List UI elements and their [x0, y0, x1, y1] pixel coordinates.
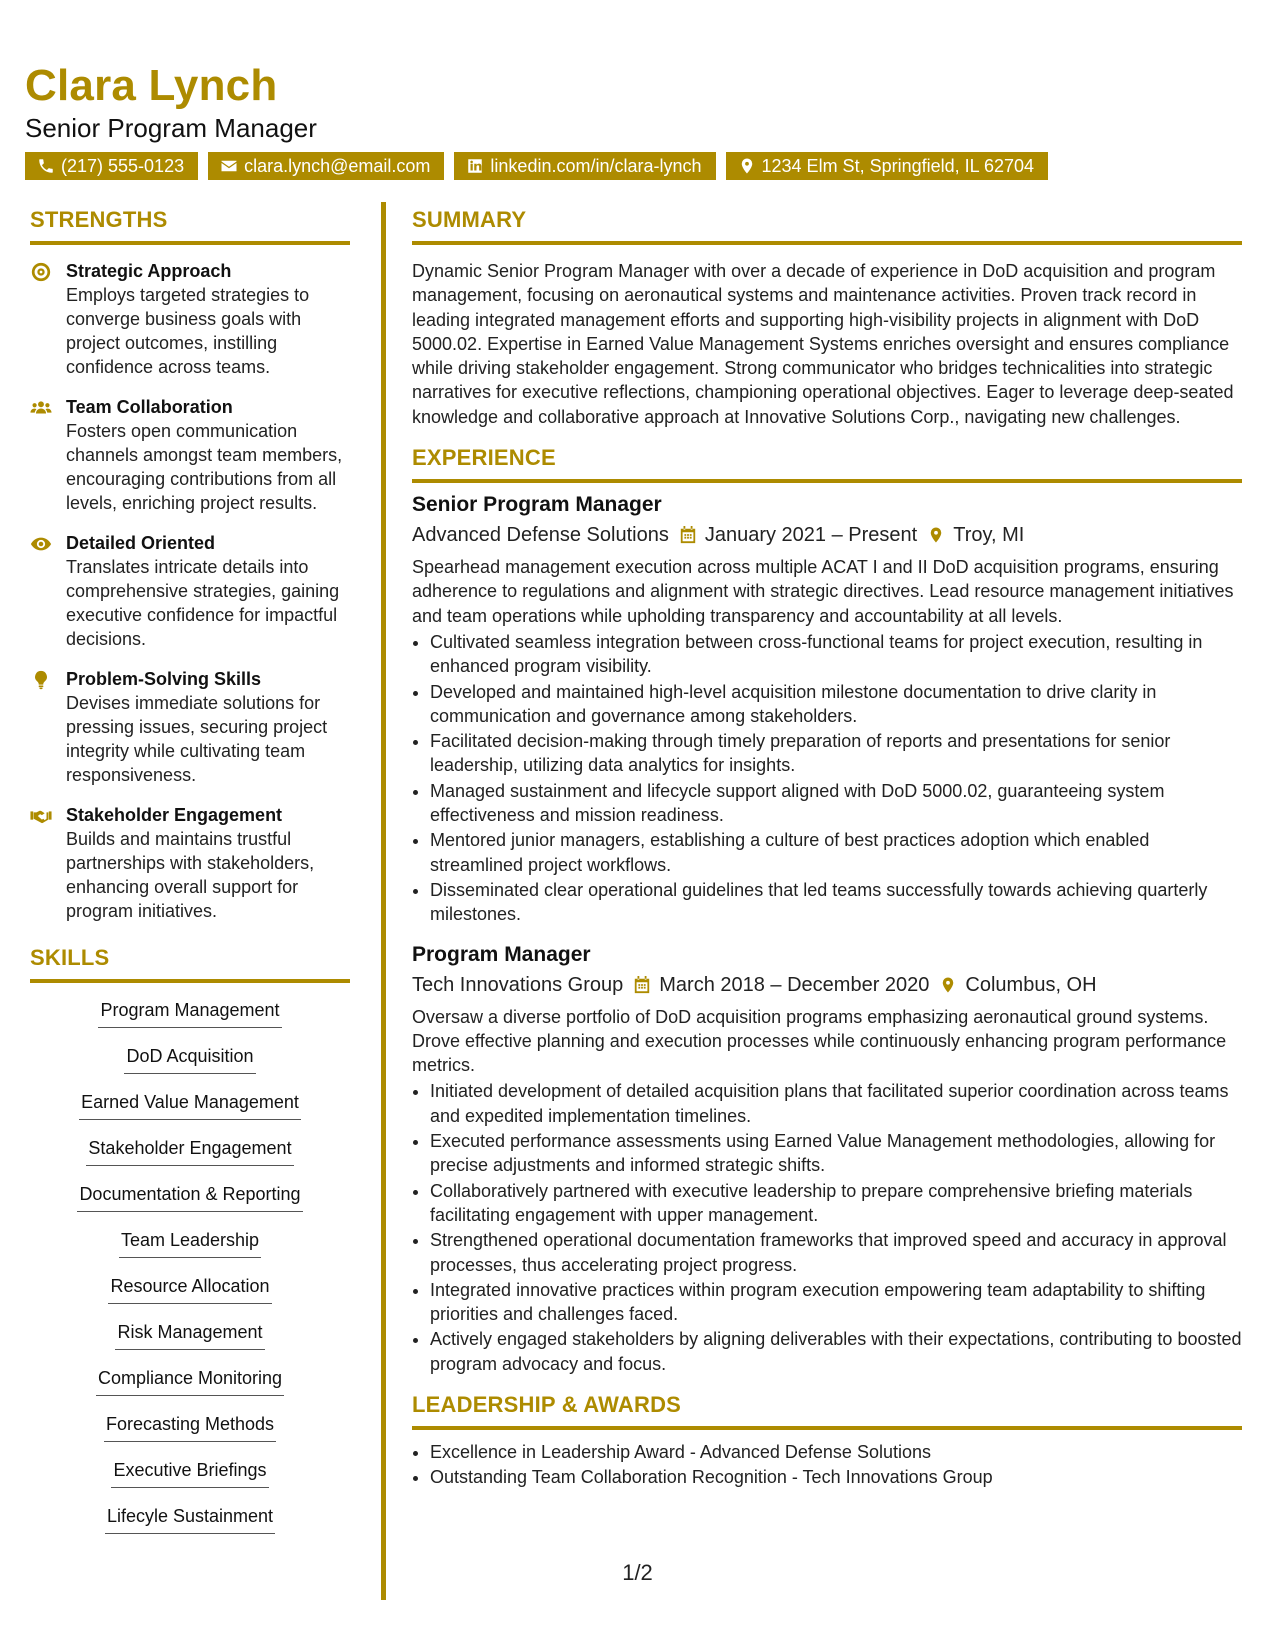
bullet-item: • Actively engaged stakeholders by aligning deliverables with their expectations, contributing to boosted program advocacy and focus.: [430, 1327, 1242, 1376]
skill-item: Forecasting Methods: [104, 1411, 276, 1442]
candidate-title: Senior Program Manager: [25, 113, 317, 143]
contact-address-text: 1234 Elm St, Springfield, IL 62704: [761, 156, 1035, 176]
contact-phone-text: (217) 555-0123: [61, 156, 185, 176]
skill-item: Stakeholder Engagement: [86, 1135, 293, 1166]
contact-linkedin-text: linkedin.com/in/clara-lynch: [490, 156, 702, 176]
bullet-item: • Executed performance assessments using Earned Value Management methodologies, allowing for precise adjustments and informed strategic shifts.: [430, 1129, 1242, 1178]
job-dates: March 2018 – December 2020: [659, 973, 930, 996]
job-location: Troy, MI: [953, 524, 1025, 547]
contact-address[interactable]: [726, 152, 1049, 180]
handshake-icon: [30, 803, 54, 923]
job-bullets: [412, 1079, 1242, 1376]
skill-item: DoD Acquisition: [124, 1043, 255, 1074]
strength-title: Detailed Oriented: [66, 533, 216, 553]
map-pin-icon: [939, 975, 957, 995]
left-column: [30, 205, 350, 1549]
summary-heading: SUMMARY: [412, 207, 527, 232]
strength-title: Team Collaboration: [66, 397, 233, 417]
map-pin-icon: [738, 157, 756, 175]
strength-desc: Fosters open communication channels amongst team members, encouraging contributions from all levels, enriching project results.: [66, 421, 343, 513]
contact-email-text: clara.lynch@email.com: [244, 156, 431, 176]
job-company: Advanced Defense Solutions: [412, 524, 669, 547]
bullet-item: • Integrated innovative practices within program execution empowering team adaptability to shifting priorities and challenges faced.: [430, 1278, 1242, 1327]
strength-item: [30, 667, 350, 787]
right-column: [412, 205, 1242, 1491]
bullet-item: • Initiated development of detailed acquisition plans that facilitated superior coordination across teams and expedited implementation timelines.: [430, 1079, 1242, 1128]
map-pin-icon: [927, 525, 945, 545]
strength-desc: Devises immediate solutions for pressing issues, securing project integrity while cultivating team responsiveness.: [66, 693, 328, 785]
bullet-item: • Facilitated decision-making through timely preparation of reports and presentations for senior leadership, utilizing data analytics for insights.: [430, 729, 1242, 778]
job-bullets: [412, 630, 1242, 927]
eye-icon: [30, 531, 54, 651]
linkedin-icon: [466, 157, 484, 175]
skill-item: Resource Allocation: [108, 1273, 271, 1304]
strength-desc: Translates intricate details into comprehensive strategies, gaining executive confidence for impactful decisions.: [66, 557, 340, 649]
summary-text: Dynamic Senior Program Manager with over a decade of experience in DoD acquisition and program management, focusing on aeronautical systems and maintenance activities. Proven track record in leading integrated management efforts and supporting high-visibility projects in alignment with DoD 5000.02. Expertise in Earned Value Management Systems enriches oversight and ensures compliance while driving stakeholder engagement. Strong communicator who bridges technicalities into strategic narratives for executive reflections, championing operational objectives. Eager to leverage deep-seated knowledge and collaborative approach at Innovative Solutions Corp., navigating new challenges.: [412, 261, 1234, 427]
job-entry: [412, 491, 1242, 926]
skill-item: Executive Briefings: [111, 1457, 268, 1488]
awards-list: [412, 1440, 1242, 1490]
strengths-rule: [30, 241, 350, 245]
strength-title: Problem-Solving Skills: [66, 669, 262, 689]
lightbulb-icon: [30, 667, 54, 787]
skill-item: Documentation & Reporting: [77, 1181, 302, 1212]
bullet-item: • Collaboratively partnered with executive leadership to prepare comprehensive briefing materials facilitating engagement with upper management.: [430, 1179, 1242, 1228]
strength-title: Stakeholder Engagement: [66, 805, 283, 825]
contact-phone[interactable]: [25, 152, 198, 180]
skills-list: [30, 997, 350, 1549]
skill-item: Team Leadership: [119, 1227, 261, 1258]
job-meta: [412, 519, 1242, 551]
job-description: Oversaw a diverse portfolio of DoD acquisition programs emphasizing aeronautical ground systems. Drove effective planning and execution processes while continuously enhancing program performance metrics.: [412, 1006, 1227, 1076]
bullet-item: • Developed and maintained high-level acquisition milestone documentation to drive clarity in communication and governance among stakeholders.: [430, 680, 1242, 729]
awards-heading: LEADERSHIP & AWARDS: [412, 1391, 682, 1417]
contact-linkedin[interactable]: [454, 152, 715, 180]
experience-rule: [412, 479, 1242, 483]
job-company: Tech Innovations Group: [412, 973, 624, 996]
strengths-heading: STRENGTHS: [30, 207, 168, 232]
page-number: 1/2: [622, 1560, 653, 1585]
bullet-item: • Mentored junior managers, establishing a culture of best practices adoption which enabled streamlined project workflows.: [430, 828, 1242, 877]
skill-item: Lifecyle Sustainment: [105, 1503, 275, 1534]
summary-rule: [412, 241, 1242, 245]
contact-email[interactable]: [208, 152, 444, 180]
candidate-name: Clara Lynch: [25, 61, 278, 110]
job-description: Spearhead management execution across multiple ACAT I and II DoD acquisition programs, ensuring adherence to regulations and alignment with strategic directives. Lead resource management initiatives and team operations while upholding transparency and accountability at all levels.: [412, 557, 1234, 626]
bullet-item: • Disseminated clear operational guidelines that led teams successfully towards achieving quarterly milestones.: [430, 878, 1242, 927]
skill-item: Compliance Monitoring: [96, 1365, 284, 1396]
column-divider: [381, 202, 386, 1600]
strength-desc: Employs targeted strategies to converge business goals with project outcomes, instilling confidence across teams.: [66, 285, 310, 377]
job-role: Senior Program Manager: [412, 493, 662, 517]
job-entry: [412, 941, 1242, 1376]
experience-heading: EXPERIENCE: [412, 445, 556, 471]
awards-rule: [412, 1426, 1242, 1430]
phone-icon: [37, 157, 55, 175]
strength-item: [30, 531, 350, 651]
skill-item: Program Management: [98, 997, 281, 1028]
strength-title: Strategic Approach: [66, 261, 232, 281]
contact-bar: [25, 152, 1048, 180]
bullet-item: • Managed sustainment and lifecycle support aligned with DoD 5000.02, guaranteeing system effectiveness and mission readiness.: [430, 779, 1242, 828]
skills-rule: [30, 979, 350, 983]
award-item: • Excellence in Leadership Award - Advanced Defense Solutions: [430, 1440, 1242, 1464]
award-item: • Outstanding Team Collaboration Recognition - Tech Innovations Group: [430, 1465, 1242, 1489]
calendar-icon: [633, 975, 651, 995]
bullet-item: • Strengthened operational documentation frameworks that improved speed and accuracy in approval processes, thus accelerating project progress.: [430, 1228, 1242, 1277]
strength-item: [30, 259, 350, 379]
job-meta: [412, 969, 1242, 1001]
strength-desc: Builds and maintains trustful partnerships with stakeholders, enhancing overall support for program initiatives.: [66, 829, 315, 921]
envelope-icon: [220, 157, 238, 175]
strength-item: [30, 803, 350, 923]
bullet-item: • Cultivated seamless integration between cross-functional teams for project execution, resulting in enhanced program visibility.: [430, 630, 1242, 679]
skill-item: Earned Value Management: [79, 1089, 301, 1120]
users-icon: [30, 395, 54, 515]
job-location: Columbus, OH: [965, 973, 1097, 996]
job-role: Program Manager: [412, 942, 591, 966]
target-icon: [30, 259, 54, 379]
strength-item: [30, 395, 350, 515]
job-dates: January 2021 – Present: [704, 524, 918, 547]
skill-item: Risk Management: [115, 1319, 264, 1350]
skills-heading: SKILLS: [30, 945, 110, 970]
calendar-icon: [679, 525, 697, 545]
